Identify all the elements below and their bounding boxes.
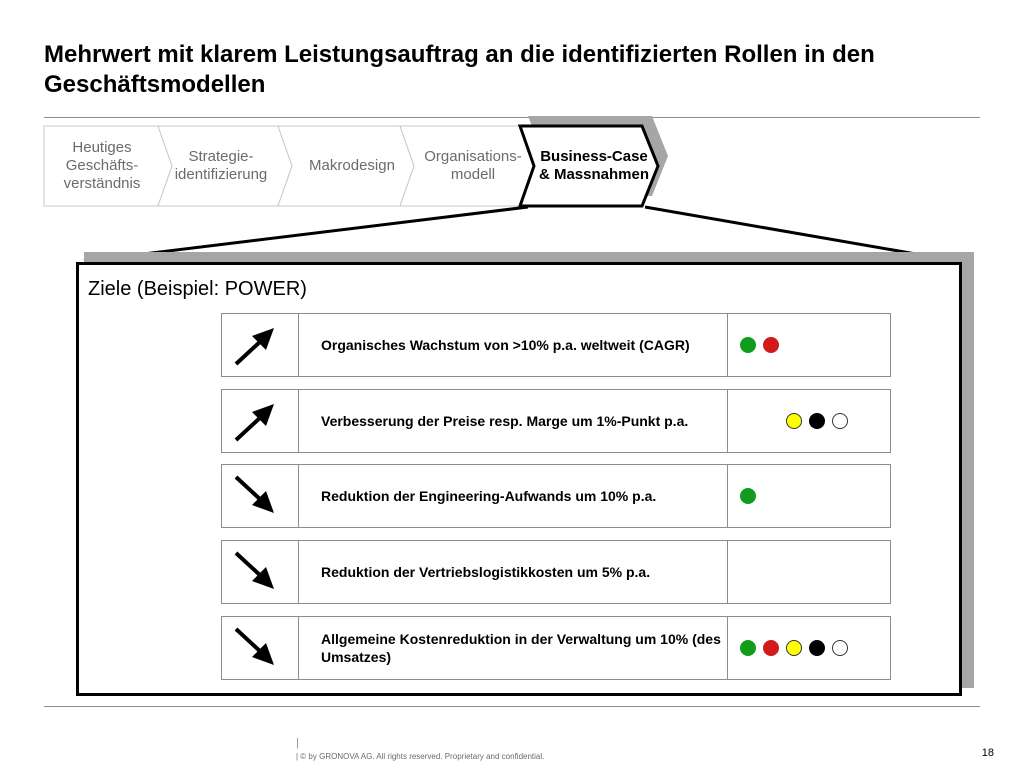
goal-text-cell (299, 314, 728, 376)
bottom-divider (44, 706, 980, 707)
status-dots-cell (728, 541, 890, 603)
chevron-label-1: Heutiges Geschäfts- verständnis (63, 139, 141, 192)
goal-text: Verbesserung der Preise resp. Marge um 1%-Punkt p.a. (321, 413, 689, 429)
status-dot-green (740, 640, 756, 656)
goal-row (221, 540, 891, 604)
goal-text: Allgemeine Kostenreduktion in der Verwaltung um 10% (des Umsatzes) (321, 631, 721, 665)
arrow-up-right-icon (222, 390, 299, 452)
slide-title: Mehrwert mit klarem Leistungsauftrag an die identifizierten Rollen in den Geschäftsmodellen (44, 41, 875, 98)
status-dots-cell (728, 314, 890, 376)
status-dot-black (809, 413, 825, 429)
goal-text-cell (299, 465, 728, 527)
chevron-label-4: Organisations- modell (424, 148, 522, 183)
goal-text-cell (299, 390, 728, 452)
goal-row (221, 313, 891, 377)
page-number: 18 (981, 747, 994, 759)
panel-title: Ziele (Beispiel: POWER) (88, 278, 307, 300)
goal-row (221, 464, 891, 528)
status-dot-white (832, 640, 848, 656)
goal-text-cell (299, 541, 728, 603)
status-dot-yellow (786, 413, 802, 429)
status-dot-red (763, 337, 779, 353)
goal-text-cell (299, 617, 728, 679)
footer-copyright: | © by GRONOVA AG. All rights reserved. Proprietary and confidential. (296, 752, 545, 761)
arrow-down-right-icon (222, 465, 299, 527)
chevron-label-2: Strategie- identifizierung (174, 148, 268, 183)
status-dot-red (763, 640, 779, 656)
arrow-down-right-icon (222, 541, 299, 603)
arrow-down-right-icon (222, 617, 299, 679)
arrow-up-right-icon (222, 314, 299, 376)
chevron-label-5: Business-Case & Massnahmen (538, 148, 650, 183)
goal-text: Organisches Wachstum von >10% p.a. weltweit (CAGR) (321, 337, 690, 353)
goal-row (221, 389, 891, 453)
status-dots-cell (728, 390, 890, 452)
status-dot-green (740, 488, 756, 504)
status-dot-black (809, 640, 825, 656)
status-dots-cell (728, 465, 890, 527)
goal-row (221, 616, 891, 680)
status-dots-cell (728, 617, 890, 679)
process-chevron-bar (0, 0, 1024, 260)
status-dot-yellow (786, 640, 802, 656)
footer-separator: | (296, 737, 299, 749)
chevron-label-3: Makrodesign (309, 157, 395, 174)
status-dot-green (740, 337, 756, 353)
status-dot-white (832, 413, 848, 429)
goal-text: Reduktion der Engineering-Aufwands um 10% p.a. (321, 488, 657, 504)
goal-text: Reduktion der Vertriebslogistikkosten um 5% p.a. (321, 564, 651, 580)
